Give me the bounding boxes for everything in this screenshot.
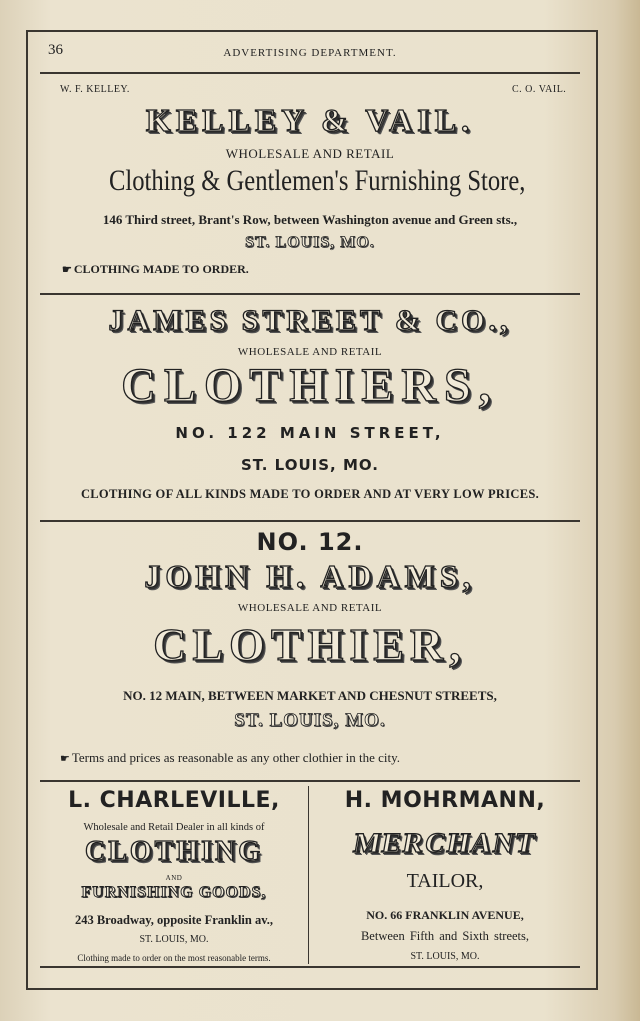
- city: ST. LOUIS, MO.: [234, 710, 386, 731]
- note-text: CLOTHING MADE TO ORDER.: [73, 262, 249, 276]
- header-rule: [40, 72, 580, 74]
- partner-left: W. F. KELLEY.: [60, 84, 130, 95]
- column-divider: [308, 786, 309, 964]
- business-line: CLOTHIER,: [153, 619, 467, 670]
- note: CLOTHING OF ALL KINDS MADE TO ORDER AND AT VERY LOW PRICES.: [80, 487, 540, 501]
- address: NO. 66 FRANKLIN AVENUE,: [366, 908, 524, 922]
- trade-kind: WHOLESALE AND RETAIL: [237, 602, 383, 614]
- city: ST. LOUIS, MO.: [241, 456, 379, 474]
- footer-rule: [40, 966, 580, 968]
- city: ST. LOUIS, MO.: [245, 234, 375, 251]
- address: 146 Third street, Brant's Row, between Washington avenue and Green sts.,: [102, 212, 518, 227]
- trade-kind: WHOLESALE AND RETAIL: [237, 346, 383, 358]
- proprietor-name: H. MOHRMANN,: [344, 788, 546, 813]
- line-tailor: TAILOR,: [406, 870, 484, 892]
- pointing-hand-icon: ☛: [60, 753, 70, 765]
- business-line: CLOTHIERS,: [121, 359, 499, 412]
- ad-divider: [40, 293, 580, 295]
- proprietor-name: L. CHARLEVILLE,: [68, 788, 280, 813]
- page-number: 36: [48, 42, 63, 58]
- running-head: ADVERTISING DEPARTMENT.: [223, 47, 397, 59]
- business-line: Clothing & Gentlemen's Furnishing Store,: [108, 164, 526, 197]
- partner-right: C. O. VAIL.: [512, 84, 567, 95]
- ad-divider: [40, 520, 580, 522]
- firm-name: JAMES STREET & CO.,: [108, 304, 512, 337]
- note: [60, 750, 400, 766]
- ad-divider: [40, 780, 580, 782]
- address: NO. 122 MAIN STREET,: [175, 424, 445, 442]
- city: ST. LOUIS, MO.: [139, 934, 209, 945]
- pointing-hand-icon: ☛: [62, 264, 72, 276]
- address: NO. 12 MAIN, BETWEEN MARKET AND CHESNUT STREETS,: [123, 688, 497, 703]
- proprietor-name: JOHN H. ADAMS,: [144, 558, 476, 594]
- and-word: AND: [165, 874, 183, 882]
- line-merchant: MERCHANT: [351, 828, 540, 859]
- shop-number: NO. 12.: [256, 528, 364, 556]
- note: Clothing made to order on the most reasonable terms.: [77, 953, 271, 963]
- note: [62, 262, 249, 277]
- line-clothing: CLOTHING: [84, 836, 264, 867]
- trade-kind: WHOLESALE AND RETAIL: [225, 146, 395, 161]
- address: 243 Broadway, opposite Franklin av.,: [74, 913, 274, 927]
- between-streets: Between Fifth and Sixth streets,: [360, 929, 530, 943]
- city: ST. LOUIS, MO.: [410, 951, 480, 962]
- line-furnishing: FURNISHING GOODS,: [81, 884, 267, 901]
- firm-name: KELLEY & VAIL.: [145, 102, 475, 138]
- note-text: Terms and prices as reasonable as any other clothier in the city.: [71, 750, 401, 765]
- trade-desc: Wholesale and Retail Dealer in all kinds of: [83, 822, 265, 833]
